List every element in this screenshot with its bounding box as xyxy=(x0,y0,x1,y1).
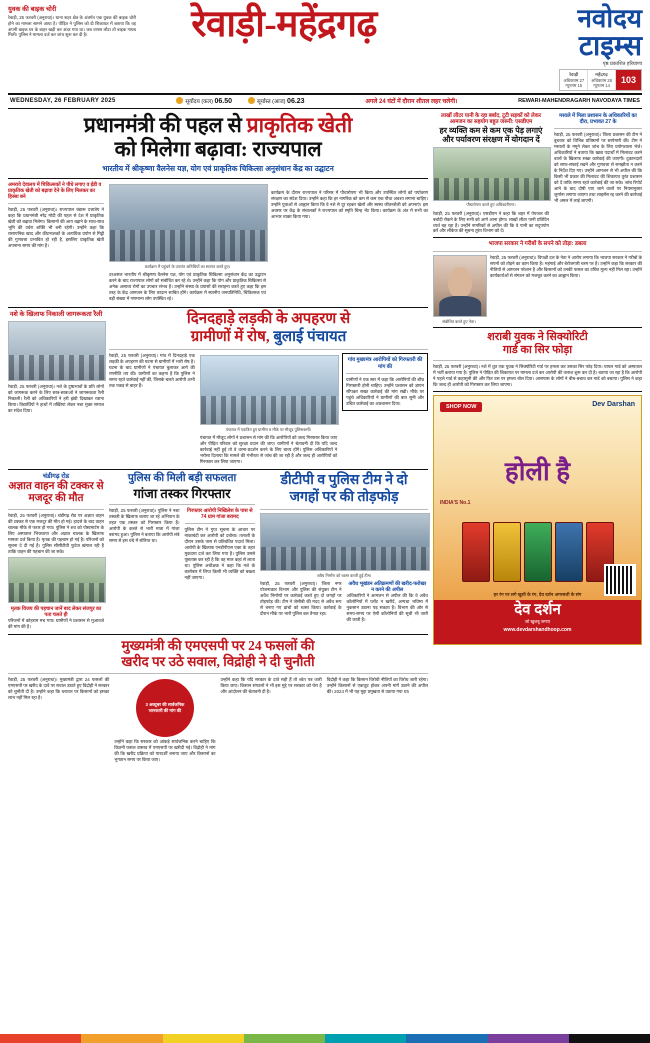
kidnap-top-row xyxy=(8,311,428,465)
masala-story xyxy=(554,113,642,235)
ad-tagline: हर रंग पर लगे खुशी के रंग, देव दर्शन अगरबत्ती के संग xyxy=(493,592,582,598)
liquor-story xyxy=(433,331,642,388)
sunset-label: सूर्यास्त (आज) xyxy=(257,99,286,106)
sunrise-time: 06.50 xyxy=(214,98,232,106)
weather-city-1-min: न्यूनतम 15 xyxy=(565,82,583,88)
water-headline: हर व्यक्ति कम से कम एक पेड़ लगाएं और पर्यावरण संरक्षण में योगदान दें xyxy=(439,125,543,145)
lead-photo-caption: कार्यक्रम में पहुंचने के उपरांत अतिथियों का स्वागत करते हुए। xyxy=(144,263,231,269)
lead-side-kicker: अमरावे देवालय में चिकित्सकों ने पौधे लगाए व ईडी व प्राकृतिक खेती को बढ़ावा देने के लिए मिलकर का हिस्सा बने xyxy=(8,182,102,201)
cm-story xyxy=(8,638,428,763)
title-line-1: नवोदय xyxy=(577,4,642,33)
liquor-headline-line2: गार्ड का सिर फोड़ा xyxy=(502,344,573,357)
title-line-2: टाइम्स xyxy=(578,30,642,62)
police-dtp-row xyxy=(109,473,428,623)
lead-columns xyxy=(8,182,428,302)
weather-city-1-name: रेवाड़ी xyxy=(569,72,579,78)
aqi-value: 103 xyxy=(616,70,641,90)
masala-body: रेवाड़ी, 25 फरवरी (अनुराधा)। जिला प्रशासन की टीम ने बुधवार को विभिन्न प्रतिष्ठानों पर छापेमारी की। टीम ने मसालों के नमूने लेकर जांच के लिए प्रयोगशाला भेजे। अधिकारियों ने बताया कि खाद्य पदार्थों में मिलावट करने वालों के खिलाफ सख्त कार्रवाई की जाएगी। दुकानदारों को साफ-सफाई रखने और गुणवत्ता से समझौता न करने के निर्देश दिए गए। उन्होंने आमजन से भी अपील की कि किसी भी प्रकार की मिलावट की शिकायत तुरंत प्रशासन को दें ताकि समय रहते कार्रवाई की जा सके। जांच रिपोर्ट आने के बाद दोषी पाए जाने वालों पर नियमानुसार जुर्माना लगाया जाएगा तथा लाइसेंस रद्द करने की कार्रवाई भी अमल में लाई जाएगी। xyxy=(554,132,642,203)
rally-photo xyxy=(8,321,104,381)
paper-title-navodaya xyxy=(432,6,642,61)
ad-website[interactable]: www.devdarshandhoop.com xyxy=(503,626,572,633)
lead-col-2-body: दरअसल भारतीय में श्रीकृष्णा वैलनेस यज्ञ, योग एवं प्राकृतिक चिकित्सा अनुसंधान केंद्र का उद्घाटन करने के बाद राज्यपाल लोगों को संबोधित कर रहे थे। उन्होंने कहा कि योग और प्राकृतिक चिकित्सा से अनेक असाध्य रोगों का उपचार संभव है। उन्होंने संस्था के प्रयासों की सराहना करते हुए कहा कि इस तरह के केंद्र आमजन के लिए वरदान साबित होंगे। कार्यक्रम में स्थानीय जनप्रतिनिधि, चिकित्सक एवं बड़ी संख्या में गणमान्य लोग उपस्थित रहे। xyxy=(109,272,266,302)
lead-headline xyxy=(8,113,428,162)
cm-col-2 xyxy=(114,677,215,763)
weather-city-2-max: अधिकतम 28 xyxy=(591,77,612,83)
accident-headline: अज्ञात वाहन की टक्कर से मजदूर की मौत xyxy=(8,480,104,505)
kidnap-story xyxy=(8,311,428,465)
kidnap-col-1 xyxy=(109,353,195,465)
police-col-1-body: रेवाड़ी, 25 फरवरी (अनुराधा)। पुलिस ने नशा तस्करी के खिलाफ चलाए जा रहे अभियान के तहत एक तस्कर को गिरफ्तार किया है। आरोपी के कब्जे से भारी मात्रा में गांजा बरामद हुआ। पुलिस ने बताया कि आरोपी लंबे समय से इस धंधे में संलिप्त था। xyxy=(109,508,180,544)
police-col-2-body: पुलिस टीम ने गुप्त सूचना के आधार पर नाकाबंदी कर आरोपी को दबोचा। तलाशी के दौरान उसके पास से प्रतिबंधित पदार्थ मिला। आरोपी के खिलाफ एनडीपीएस एक्ट के तहत मुकदमा दर्ज कर लिया गया है। पुलिस उससे पूछताछ कर रही है कि वह माल कहां से लाता था। पुलिस अधीक्षक ने कहा कि नशे के कारोबार में लिप्त किसी भी व्यक्ति को बख्शा नहीं जाएगा। xyxy=(184,527,256,581)
dtp-headline-line1: डीटीपी व पुलिस टीम ने दो xyxy=(280,473,408,488)
kidnap-sidebox xyxy=(342,353,428,410)
lead-headline-line1: प्रधानमंत्री की पहल से xyxy=(83,112,242,137)
kidnap-headline-line2b: बुलाई पंचायत xyxy=(273,328,347,345)
police-dtp-region xyxy=(109,473,428,630)
water-body: रेवाड़ी, 25 फरवरी (अनुराधा)। एसडीएम ने कहा कि शहर में पेयजल की बर्बादी रोकने के लिए सभी को आगे आना होगा। लाखों लीटर पानी प्रतिदिन व्यर्थ बह रहा है। उन्होंने नागरिकों से अपील की कि वे पानी का सदुपयोग करें और लीकेज की सूचना तुरंत विभाग को दें। xyxy=(433,210,549,234)
ad-footer xyxy=(434,600,641,644)
accident-body: रेवाड़ी, 25 फरवरी (अनुराधा)। चंडीगढ़ रोड पर अज्ञात वाहन की टक्कर से एक मजदूर की मौत हो गई। हादसे के बाद वाहन चालक मौके से फरार हो गया। पुलिस ने शव को पोस्टमार्टम के लिए अस्पताल भिजवाया और अज्ञात चालक के खिलाफ मामला दर्ज किया है। मृतक की पहचान हो गई है। परिजनों को सूचना दे दी गई है। पुलिस सीसीटीवी फुटेज खंगाल रही है ताकि वाहन की पहचान की जा सके। xyxy=(8,512,104,554)
ad-shop-now-button[interactable]: SHOP NOW xyxy=(440,402,482,412)
advertisement[interactable] xyxy=(433,395,642,645)
cm-col-3 xyxy=(221,677,322,763)
kidnap-columns xyxy=(109,353,428,465)
weather-slogan: अगले 24 घंटों में दौरान शीतल लहर चलेगी। xyxy=(365,99,458,106)
liquor-body: रेवाड़ी, 25 फरवरी (अनुराधा)। नशे में धुत एक युवक ने सिक्योरिटी गार्ड पर हमला कर उसका सिर फोड़ दिया। घायल गार्ड को अस्पताल में भर्ती कराया गया है। पुलिस ने पीड़ित की शिकायत पर मामला दर्ज कर आरोपी की तलाश शुरू कर दी है। बताया जा रहा है कि आरोपी ने पहले गार्ड से कहासुनी की और फिर उस पर हमला बोल दिया। आसपास के लोगों ने बीच-बचाव कर गार्ड को बचाया। पुलिस ने कहा कि जल्द ही आरोपी को गिरफ्तार कर लिया जाएगा। xyxy=(433,364,642,388)
bjp-photo-caption: संबोधित करते हुए नेता। xyxy=(442,318,476,324)
masthead xyxy=(8,6,642,95)
accident-kicker: चंडीगढ़ रोड xyxy=(42,473,70,480)
bjp-row xyxy=(433,255,642,324)
cm-stamp: 3 अक्टूबर की सार्वजनिक जानकारी की मांग की xyxy=(136,679,194,737)
sunrise-label: सूर्योदय (कल) xyxy=(185,99,213,106)
qr-code-icon[interactable] xyxy=(604,564,636,596)
cm-columns xyxy=(8,677,428,763)
masthead-corner-story xyxy=(8,6,136,38)
dtp-col-2 xyxy=(347,581,428,623)
lead-photo xyxy=(109,184,266,269)
lead-col-1 xyxy=(109,182,266,302)
masthead-title-block xyxy=(136,6,432,43)
police-subhead: गांजा तस्कर गिरफ्तार xyxy=(133,485,231,501)
cm-headline-line2: खरीद पर उठे सवाल, विद्रोही ने दी चुनौती xyxy=(121,653,315,669)
bjp-story xyxy=(433,241,642,323)
sunset-block xyxy=(248,97,305,105)
bjp-body: रेवाड़ी, 25 फरवरी (अनुराधा)। विपक्षी दल के नेता ने आरोप लगाया कि भाजपा सरकार ने गरीबों के सपनों को तोड़ने का काम किया है। महंगाई और बेरोजगारी चरम पर है। उन्होंने कहा कि सरकार की नीतियों से आमजन परेशान है और किसानों को उनकी फसल का उचित मूल्य नहीं मिल रहा। उन्होंने कार्यकर्ताओं से संगठन को मजबूत करने का आह्वान किया। xyxy=(490,255,642,279)
edition-label: पृष्ठ प्रकाशित हरियाणा xyxy=(602,61,642,68)
lead-subhead: भारतीय में श्रीकृष्णा वैलनेस यज्ञ, योग एवं प्राकृतिक चिकित्सा अनुसंधान केंद्र का उद्घाटन xyxy=(102,164,334,174)
sunset-time: 06.23 xyxy=(287,98,305,106)
corner-story-body: रेवाड़ी, 25 फरवरी (अनुराधा)। थाना शहर क्षेत्र के अंतर्गत एक युवक की बाइक चोरी होने का मामला सामने आया है। पीड़ित ने पुलिस को दी शिकायत में बताया कि वह अपनी बाइक घर के बाहर खड़ी कर अंदर गया था। जब वापस लौटा तो बाइक गायब मिली। पुलिस ने मामला दर्ज कर जांच शुरू कर दी है। xyxy=(8,15,136,38)
dtp-body: रेवाड़ी, 25 फरवरी (अनुराधा)। जिला नगर योजनाकार विभाग और पुलिस की संयुक्त टीम ने अवैध निर्माणों पर कार्रवाई करते हुए दो जगहों पर तोड़फोड़ की। टीम ने जेसीबी की मदद से अवैध रूप से बनाए गए ढांचों को ध्वस्त किया। कार्रवाई के दौरान मौके पर भारी पुलिस बल तैनात रहा। xyxy=(260,580,342,616)
top-right-row xyxy=(433,113,642,235)
police-col-2 xyxy=(185,508,256,581)
masala-kicker: मसाले में मिला प्रशासन के अधिकारियों का दौरा, प्रभावत 27 के xyxy=(559,112,637,125)
kidnap-photo-caption: पंचायत में एकत्रित हुए ग्रामीण व मौके पर मौजूद पुलिसकर्मी। xyxy=(225,426,312,432)
kidnap-headline-line1: दिनदहाड़े लड़की के अपहरण से xyxy=(186,311,351,328)
rally-body: रेवाड़ी, 25 फरवरी (अनुराधा)। नशे के दुष्प्रभावों के प्रति लोगों को जागरूक करने के लिए छात्र-छात्राओं ने जागरूकता रैली निकाली। रैली को अधिकारियों ने हरी झंडी दिखाकर रवाना किया। विद्यार्थियों ने हाथों में तख्तियां लेकर नशा मुक्त समाज का संदेश दिया। xyxy=(8,383,104,413)
bjp-kicker: भाजपा सरकार ने गरीबों के सपने को तोड़ा: डबला xyxy=(488,241,587,248)
ad-footer-brand: देव दर्शन xyxy=(514,602,561,619)
right-region xyxy=(433,113,642,763)
lead-col-3-body: कार्यक्रम के दौरान राज्यपाल ने परिसर में पौधारोपण भी किया और उपस्थित लोगों को पर्यावरण संरक्षण का संदेश दिया। उन्होंने कहा कि हर नागरिक को कम से कम एक पौधा अवश्य लगाना चाहिए। उन्होंने युवाओं से आह्वान किया कि वे नशे से दूर रहकर खेलों और स्वस्थ जीवनशैली को अपनाएं। इस अवसर पर केंद्र के संचालकों ने राज्यपाल को स्मृति चिन्ह भेंट किया। कार्यक्रम के अंत में सभी का आभार व्यक्त किया गया। xyxy=(271,190,428,220)
ad-brand: Dev Darshan xyxy=(592,401,635,409)
kidnap-col-photo xyxy=(200,353,337,465)
police-col-2-kicker: गिरफ्तार आरोपी निखिलेश के पास से 74 ग्राम गांजा बरामद xyxy=(187,508,253,521)
dtp-columns xyxy=(260,581,428,623)
police-col-1 xyxy=(109,508,180,581)
masthead-right-block xyxy=(432,6,642,91)
kidnap-headline-line2a: ग्रामीणों में रोष, xyxy=(190,328,270,345)
bjp-text xyxy=(490,255,642,324)
mid-row xyxy=(8,473,428,630)
accident-cap-kicker: मृतक विजय की पहचान जानें बाद लेकर संजपुर का पता चलते ही xyxy=(10,605,102,618)
corner-story-headline: युवक की बाइक चोरी xyxy=(8,6,57,13)
lead-headline-line2: को मिलेगा बढ़ावा: राज्यपाल xyxy=(114,137,322,162)
dtp-story xyxy=(260,473,428,623)
lead-col-0 xyxy=(8,182,104,302)
paper-name-english: REWARI-MAHENDRAGARH NAVODAYA TIMES xyxy=(518,98,640,105)
weather-city-2-min: न्यूनतम 14 xyxy=(593,82,610,88)
liquor-headline-line1: शराबी युवक ने सिक्योरिटी xyxy=(487,330,588,343)
weather-city-2 xyxy=(588,70,616,90)
water-story xyxy=(433,113,549,235)
left-region xyxy=(8,113,428,763)
cm-headline xyxy=(8,638,428,670)
lead-col-1-body: रेवाड़ी, 25 फरवरी (अनुराधा)। राज्यपाल बंडारू दत्तात्रेय ने कहा कि प्रधानमंत्री नरेंद्र मोदी की पहल से देश में प्राकृतिक खेती को बढ़ावा मिलेगा। किसानों की आय बढ़ाने के साथ-साथ भूमि की उर्वरा शक्ति भी बनी रहेगी। उन्होंने कहा कि रासायनिक खाद और कीटनाशकों के अत्यधिक प्रयोग से मिट्टी की गुणवत्ता प्रभावित हो रही है, इसलिए प्राकृतिक खेती अपनाना समय की मांग है। xyxy=(8,207,104,249)
lead-col-2 xyxy=(271,182,428,302)
lead-headline-highlight: प्राकृतिक खेती xyxy=(246,112,353,137)
kidnap-col-2-body: पंचायत में मौजूद लोगों ने प्रशासन से मांग की कि आरोपियों को जल्द गिरफ्तार किया जाए और पीड़ित परिवार को सुरक्षा प्रदान की जाए। ग्रामीणों ने चेतावनी दी कि यदि जल्द कार्रवाई नहीं हुई तो वे धरना-प्रदर्शन करने के लिए बाध्य होंगे। पुलिस अधिकारियों ने भरोसा दिलाया कि मामले की गंभीरता से जांच की जा रही है और जल्द ही आरोपियों को गिरफ्तार कर लिया जाएगा। xyxy=(199,435,338,465)
kidnap-main xyxy=(109,311,428,465)
liquor-headline xyxy=(433,331,642,357)
dtp-headline-line2: जगहों पर की तोड़फोड़ xyxy=(289,489,399,505)
date-bar xyxy=(8,95,642,109)
cm-headline-line1: मुख्यमंत्री की एमएसपी पर 24 फसलों की xyxy=(121,637,315,653)
dtp-photo xyxy=(260,513,428,578)
rally-kicker: नशे के खिलाफ निकाली जागरूकता रैली xyxy=(9,311,103,319)
color-registration-bar xyxy=(0,1034,650,1043)
rally-story xyxy=(8,311,104,465)
weather-city-2-name: महेंद्रगढ़ xyxy=(595,72,608,78)
water-photo-caption: पौधारोपण करते हुए अधिकारीगण। xyxy=(466,202,516,208)
cm-col-4 xyxy=(327,677,428,763)
dtp-col-1 xyxy=(260,581,341,623)
kidnap-sidebox-kicker: गांव मुख्यमंत्र आरोपियों को गिरफ्तारी की मांग की xyxy=(347,357,423,370)
weather-widget xyxy=(432,69,642,91)
police-story xyxy=(109,473,255,623)
accident-photo xyxy=(8,557,104,603)
kidnap-headline xyxy=(109,311,428,346)
sunrise-block xyxy=(176,97,232,105)
kidnap-col-1-body: रेवाड़ी, 25 फरवरी (अनुराधा)। गांव में दिनदहाड़े एक लड़की के अपहरण की घटना से ग्रामीणों में भारी रोष है। घटना के बाद ग्रामीणों ने पंचायत बुलाकर आगे की रणनीति तय की। ग्रामीणों का कहना है कि पुलिस ने समय रहते कार्रवाई नहीं की, जिसके चलते आरोपी अभी तक पकड़ से बाहर हैं। xyxy=(109,353,195,389)
cm-col-1-body: रेवाड़ी, 25 फरवरी (अनुराधा)। मुख्यमंत्री द्वारा 24 फसलों की एमएसपी पर खरीद के दावे पर सवाल उठाते हुए विद्रोही ने सरकार को चुनौती दी है। उन्होंने कहा कि धरातल पर किसानों को इसका लाभ नहीं मिल रहा है। xyxy=(8,676,110,700)
page-grid xyxy=(8,113,642,763)
ad-india-no1: INDIA'S No.1 xyxy=(440,500,471,507)
kidnap-col-box xyxy=(342,353,428,465)
accident-cap-body: परिजनों में कोहराम मच गया। ग्रामीणों ने प्रशासन से मुआवजे की मांग की है। xyxy=(8,617,104,629)
sunset-icon xyxy=(248,97,255,104)
cm-col-4-body: विद्रोही ने कहा कि किसान विरोधी नीतियों का विरोध जारी रहेगा। उन्होंने किसानों से एकजुट होकर अपनी मांगें उठाने की अपील की। 2024 में भी यह मुद्दा प्रमुखता से उठाया गया था। xyxy=(326,676,428,694)
sun-times xyxy=(176,97,304,105)
accident-story xyxy=(8,473,104,630)
police-headline: पुलिस की मिली बड़ी सफलता xyxy=(127,473,237,484)
issue-date: WEDNESDAY, 26 FEBRUARY 2025 xyxy=(10,98,116,105)
water-photo xyxy=(433,147,549,208)
bjp-photo xyxy=(433,255,485,324)
weather-city-1 xyxy=(560,70,588,90)
weather-city-1-max: अधिकतम 27 xyxy=(563,77,585,83)
ad-footer-sub: जो खुशबू जगाए xyxy=(524,618,551,624)
cm-col-1 xyxy=(8,677,109,763)
cm-col-3-body: उन्होंने कहा कि यदि सरकार के दावे सही हैं तो श्वेत पत्र जारी किया जाए। किसान संगठनों ने भी इस मुद्दे पर सरकार को घेरा है और आंदोलन की चेतावनी दी है। xyxy=(220,676,322,694)
ad-holi-headline: होली है xyxy=(504,457,571,487)
dtp-headline xyxy=(260,473,428,506)
water-kicker: लाखों लीटर पानी के रहा बर्बाद, टूटी सड़कों को लेकर आमजन का सहयोग बहुत जरूरी: एसडीएम xyxy=(440,112,542,126)
dtp-photo-caption: अवैध निर्माण को ध्वस्त करती हुई टीम। xyxy=(316,572,372,578)
cm-col-2-body: उन्होंने कहा कि सरकार को आंकड़े सार्वजनिक करने चाहिए कि कितनी फसल वास्तव में एमएसपी पर खरीदी गई। विद्रोही ने मांग की कि खरीद प्रक्रिया को पारदर्शी बनाया जाए और किसानों का भुगतान समय पर किया जाए। xyxy=(114,738,216,762)
sun-icon xyxy=(176,97,183,104)
dtp-note-body: अधिकारियों ने आमजन से अपील की कि वे अवैध कॉलोनियों में प्लॉट न खरीदें, अन्यथा भविष्य में नुकसान उठाना पड़ सकता है। विभाग की ओर से समय-समय पर ऐसी कॉलोनियों की सूची भी जारी की जाती है। xyxy=(346,592,429,622)
paper-title-hindi: रेवाड़ी-महेंद्रगढ़ xyxy=(191,4,377,45)
lead-story xyxy=(8,113,428,302)
kidnap-sidebox-body: ग्रामीणों ने एक स्वर में कहा कि आरोपियों की शीघ्र गिरफ्तारी होनी चाहिए। उन्होंने प्रशासन को ज्ञापन सौंपकर सख्त कार्रवाई की मांग रखी। मौके पर पहुंचे अधिकारियों ने ग्रामीणों की बात सुनी और उचित कार्रवाई का आश्वासन दिया। xyxy=(346,376,424,406)
kidnap-photo xyxy=(200,355,337,432)
dtp-note-kicker: अवैध भूखंडन अतिक्रमणों की खरीद-फरोख्त न करने की अपील xyxy=(348,580,427,593)
police-columns xyxy=(109,508,255,581)
